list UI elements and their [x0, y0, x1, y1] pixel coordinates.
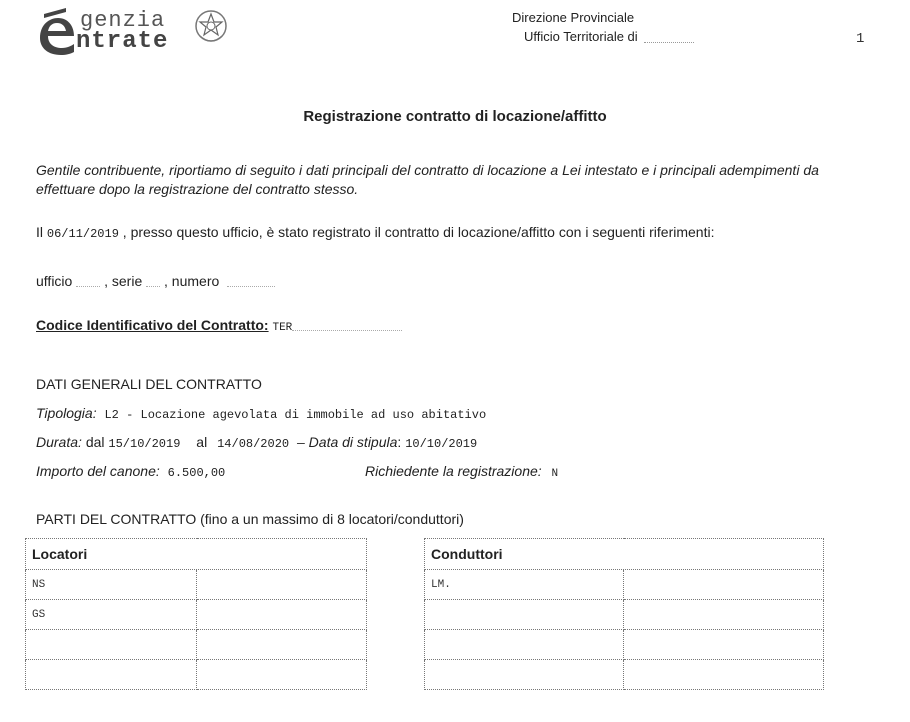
- conduttore-extra: [624, 660, 824, 690]
- intro-paragraph: Gentile contribuente, riportiamo di seguito i dati principali del contratto di locazione a Lei intestato e i principali adempimenti da effettuare dopo la registrazione del contratto stesso.: [36, 162, 819, 197]
- redacted-office: [644, 32, 694, 43]
- locatore-extra: [197, 570, 367, 600]
- office-info: [512, 8, 694, 46]
- locatori-table: [25, 538, 367, 690]
- stipula-value: 10/10/2019: [405, 437, 478, 451]
- registration-text: , presso questo ufficio, è stato registrato il contratto di locazione/affitto con i seguenti riferimenti:: [122, 224, 715, 240]
- table-row: [425, 630, 824, 660]
- table-row: [425, 660, 824, 690]
- parties-heading: PARTI DEL CONTRATTO (fino a un massimo di 8 locatori/conduttori): [36, 511, 464, 527]
- general-data-heading: DATI GENERALI DEL CONTRATTO: [36, 376, 262, 392]
- table-row: [26, 660, 367, 690]
- durata-row: Durata: dal 15/10/2019 al 14/08/2020 – Data di stipula: 10/10/2019: [36, 434, 478, 451]
- registration-date: 06/11/2019: [46, 227, 119, 241]
- tipologia-label: Tipologia:: [36, 405, 97, 421]
- redacted-numero: [227, 277, 275, 287]
- locatore-extra: [197, 660, 367, 690]
- locatore-name: [26, 660, 197, 690]
- logo-text-line2: ntrate: [76, 28, 169, 55]
- ufficio-label: ufficio: [36, 273, 73, 289]
- locatore-name: GS: [26, 600, 197, 630]
- conduttori-table: [424, 538, 824, 690]
- conduttore-name: [425, 660, 624, 690]
- conduttore-name: [425, 630, 624, 660]
- registration-paragraph: [36, 223, 836, 244]
- contract-id-label: Codice Identificativo del Contratto:: [36, 317, 269, 333]
- table-row: [26, 570, 367, 600]
- richiedente-row: [365, 463, 558, 480]
- redacted-ufficio: [76, 277, 100, 287]
- dal-label: dal: [85, 434, 105, 450]
- locatore-extra: [197, 630, 367, 660]
- conduttore-extra: [624, 630, 824, 660]
- conduttore-extra: [624, 600, 824, 630]
- conduttore-extra: [624, 570, 824, 600]
- logo-text-line1: genzia: [80, 8, 166, 33]
- office-line-2: [512, 27, 694, 46]
- table-row: [425, 570, 824, 600]
- registration-prefix: Il: [36, 224, 43, 240]
- al-label: al: [196, 434, 208, 450]
- italian-republic-seal-icon: [194, 6, 228, 46]
- conduttori-header: Conduttori: [425, 539, 824, 570]
- stipula-label: – Data di stipula: [297, 434, 398, 450]
- redacted-contract-id: [292, 321, 402, 331]
- serie-label: , serie: [104, 273, 143, 289]
- canone-label: Importo del canone:: [36, 463, 160, 479]
- locatori-header: Locatori: [26, 539, 367, 570]
- office-line-1: Direzione Provinciale: [512, 10, 635, 25]
- canone-row: [36, 463, 225, 480]
- logo-a-icon: [36, 4, 76, 56]
- canone-value: 6.500,00: [167, 466, 226, 480]
- locatore-name: NS: [26, 570, 197, 600]
- tipologia-row: [36, 405, 486, 422]
- agenzia-entrate-logo: [36, 2, 236, 60]
- al-value: 14/08/2020: [217, 437, 290, 451]
- contract-id-value: TER: [272, 322, 293, 334]
- durata-label: Durata:: [36, 434, 82, 450]
- numero-label: , numero: [164, 273, 220, 289]
- page-title: Registrazione contratto di locazione/affitto: [303, 108, 607, 125]
- table-row: [26, 600, 367, 630]
- contract-id: [36, 317, 402, 334]
- conduttore-name: LM.: [425, 570, 624, 600]
- office-name-label: Ufficio Territoriale di: [524, 29, 638, 44]
- richiedente-label: Richiedente la registrazione:: [365, 463, 542, 479]
- table-row: [26, 630, 367, 660]
- locatore-extra: [197, 600, 367, 630]
- redacted-serie: [146, 277, 160, 287]
- tipologia-value: L2 - Locazione agevolata di immobile ad uso abitativo: [104, 408, 487, 422]
- locatore-name: [26, 630, 197, 660]
- table-row: [425, 600, 824, 630]
- registration-references: [36, 273, 275, 289]
- page-number: 1: [856, 31, 865, 47]
- conduttore-name: [425, 600, 624, 630]
- dal-value: 15/10/2019: [108, 437, 181, 451]
- richiedente-value: N: [551, 468, 559, 480]
